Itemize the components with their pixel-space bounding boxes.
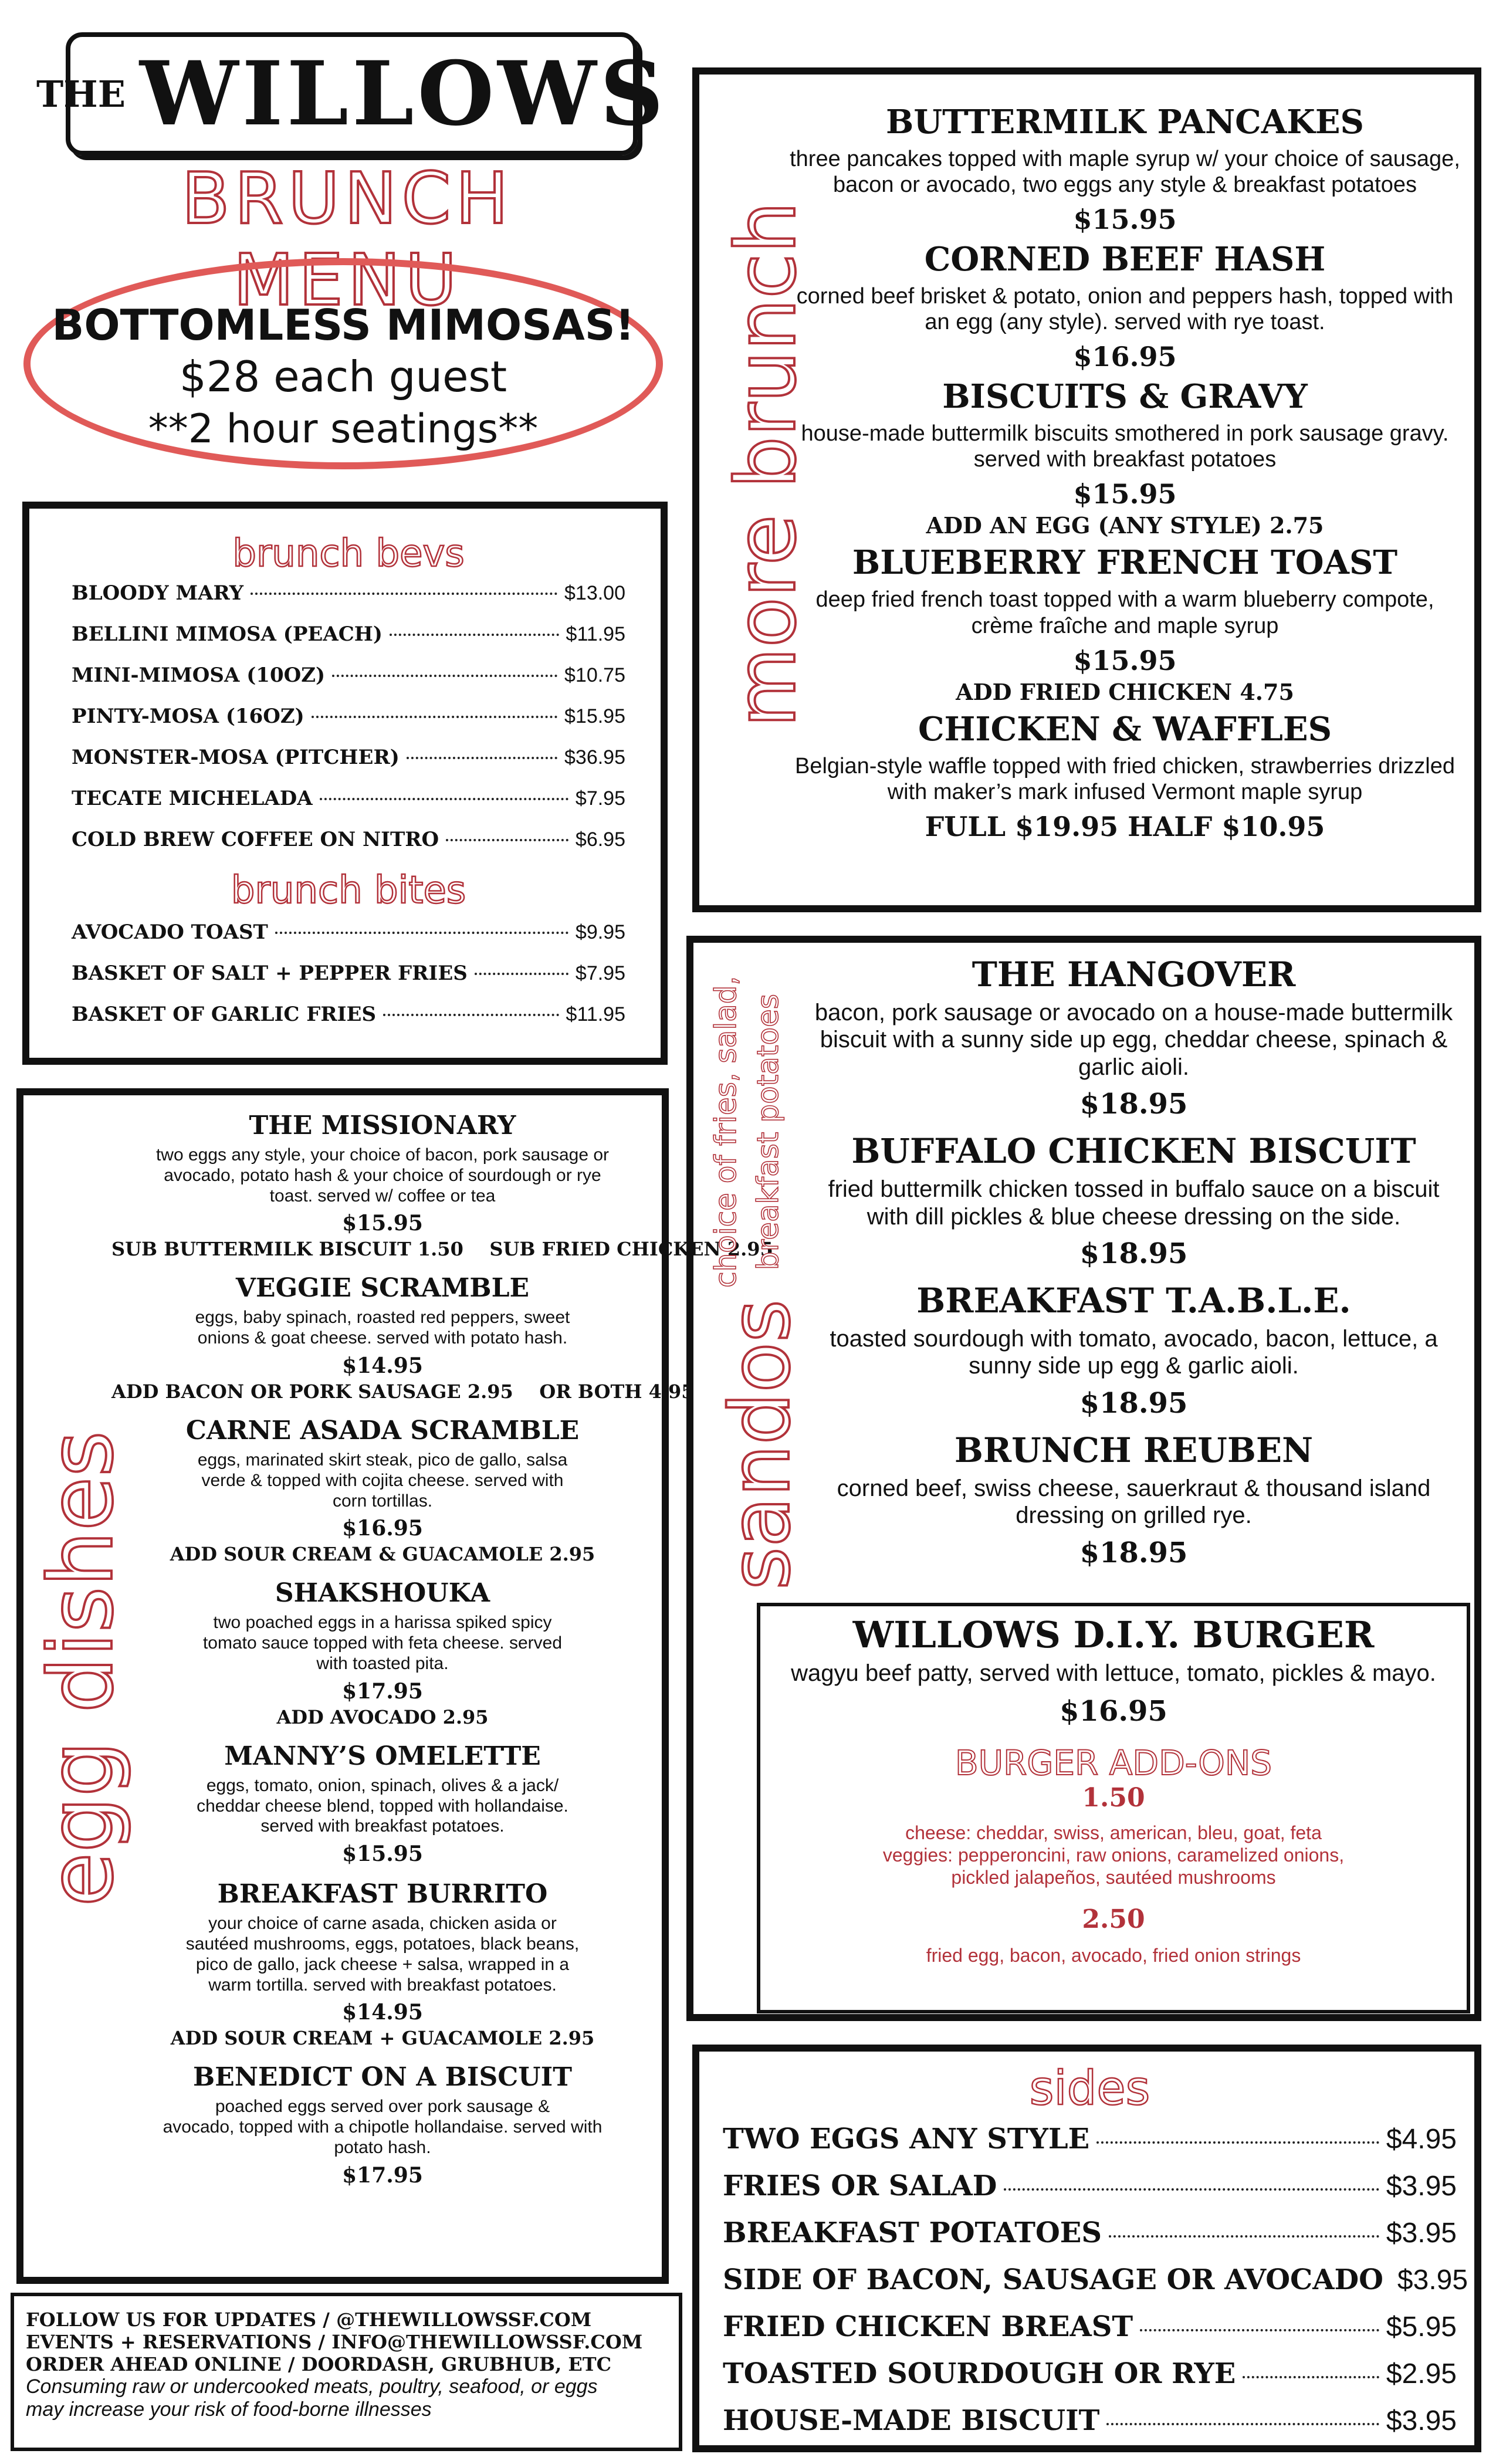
item-description [805, 1475, 1463, 1529]
item-price: $11.95 [566, 1003, 625, 1025]
leader-dots [475, 973, 568, 975]
item-addon: ADD SOUR CREAM & GUACAMOLE 2.95 [170, 1543, 595, 1566]
item-price: $5.95 [1386, 2311, 1457, 2343]
item-price: $17.95 [342, 1678, 423, 1704]
bite-row [72, 1003, 625, 1026]
item-price: $7.95 [575, 962, 625, 984]
item-name: BLOODY MARY [72, 581, 243, 605]
description-line: avocado, topped with a chipotle hollandaise. served with [163, 2117, 603, 2137]
item-addon: ADD FRIED CHICKEN 4.75 [956, 678, 1294, 705]
item-price: $16.95 [1073, 341, 1177, 373]
mimosa-oval [23, 258, 663, 469]
menu-item [787, 240, 1463, 373]
menu-item [805, 1430, 1463, 1569]
description-line: with dill pickles & blue cheese dressing on the side. [867, 1203, 1401, 1230]
leader-dots [1140, 2329, 1379, 2331]
addon-line: veggies: pepperoncini, raw onions, caramelized onions, [882, 1844, 1345, 1866]
description-line: eggs, marinated skirt steak, pico de gallo, salsa [197, 1450, 568, 1470]
menu-item [111, 1416, 654, 1565]
burger-desc: wagyu beef patty, served with lettuce, tomato, pickles & mayo. [791, 1660, 1436, 1686]
leader-dots [383, 1014, 559, 1016]
description-line: served with breakfast potatoes. [260, 1816, 505, 1836]
item-title: BREAKFAST BURRITO [217, 1879, 548, 1910]
item-description [111, 1613, 654, 1674]
item-price: $6.95 [575, 828, 625, 851]
item-name: MINI-MIMOSA (10OZ) [72, 664, 326, 687]
menu-item [787, 543, 1463, 705]
footer-info [11, 2293, 682, 2451]
item-price: $2.95 [1386, 2358, 1457, 2389]
addon-tier2-list [766, 1945, 1461, 1967]
item-description [111, 1450, 654, 1511]
item-description [111, 2097, 654, 2158]
sandos-sublabel-2: breakfast potatoes [751, 994, 785, 1270]
sides-title: sides [1029, 2061, 1150, 2116]
item-description [805, 999, 1463, 1081]
leader-dots [1243, 2376, 1379, 2378]
description-line: Belgian-style waffle topped with fried chicken, strawberries drizzled [794, 753, 1456, 779]
bev-row [72, 622, 625, 646]
bev-row [72, 787, 625, 810]
item-price: $15.95 [564, 705, 625, 727]
sandos-list [805, 955, 1463, 1569]
restaurant-logo [36, 32, 667, 155]
sides-panel [692, 2045, 1481, 2452]
item-price: $15.95 [342, 1211, 423, 1236]
item-addon: SUB BUTTERMILK BISCUIT 1.50 SUB FRIED CHICKEN 2.95 [111, 1238, 773, 1261]
description-line: warm tortilla. served with breakfast potatoes. [208, 1975, 557, 1995]
item-description [111, 1145, 654, 1206]
more-brunch-label: more brunch [719, 201, 814, 727]
description-line: onions & goat cheese. served with potato hash. [197, 1328, 568, 1348]
burger-price: $16.95 [1060, 1695, 1167, 1728]
menu-item [111, 2062, 654, 2187]
item-title: BISCUITS & GRAVY [942, 377, 1308, 417]
menu-item [111, 1111, 773, 1261]
item-price: $15.95 [1073, 478, 1177, 510]
footer-warning-2: may increase your risk of food-borne illnesses [26, 2398, 432, 2421]
side-row [723, 2123, 1457, 2155]
description-line: fried buttermilk chicken tossed in buffalo sauce on a biscuit [828, 1176, 1440, 1203]
item-description [787, 146, 1463, 198]
item-name: AVOCADO TOAST [72, 920, 268, 944]
item-name: HOUSE-MADE BISCUIT [723, 2404, 1100, 2437]
leader-dots [251, 593, 557, 595]
item-price: $3.95 [1386, 2171, 1457, 2202]
item-price: $15.95 [342, 1842, 423, 1867]
description-line: deep fried french toast topped with a warm blueberry compote, [815, 587, 1434, 612]
item-title: THE HANGOVER [972, 955, 1296, 994]
item-name: BREAKFAST POTATOES [723, 2216, 1102, 2249]
description-line: two eggs any style, your choice of bacon, pork sausage or [155, 1145, 610, 1165]
addon-tier1-list [766, 1822, 1461, 1888]
menu-item [787, 377, 1463, 539]
menu-item [111, 1879, 654, 2049]
sides-list [723, 2123, 1468, 2437]
menu-item [805, 1281, 1463, 1420]
description-line: crème fraîche and maple syrup [971, 613, 1279, 638]
item-title: BRUNCH REUBEN [954, 1430, 1314, 1470]
description-line: eggs, baby spinach, roasted red peppers, sweet [195, 1308, 570, 1328]
menu-item [111, 1741, 654, 1866]
logo-name: WILLOWS [139, 42, 667, 145]
item-name: COLD BREW COFFEE ON NITRO [72, 828, 439, 851]
description-line: bacon, pork sausage or avocado on a house-made buttermilk [814, 1000, 1453, 1025]
item-title: CHICKEN & WAFFLES [918, 709, 1332, 749]
bevs-bites-panel [22, 502, 668, 1065]
item-name: FRIED CHICKEN BREAST [723, 2310, 1133, 2343]
bev-row [72, 705, 625, 728]
description-line: toast. served w/ coffee or tea [269, 1186, 496, 1206]
addon-line: cheese: cheddar, swiss, american, bleu, goat, feta [905, 1822, 1322, 1844]
description-line: served with breakfast potatoes [973, 447, 1277, 472]
bevs-title: brunch bevs [232, 532, 465, 576]
item-description [805, 1325, 1463, 1380]
leader-dots [320, 798, 568, 800]
footer-order-online: ORDER AHEAD ONLINE / DOORDASH, GRUBHUB, ETC [26, 2353, 612, 2375]
item-price: $11.95 [566, 623, 625, 645]
item-title: CARNE ASADA SCRAMBLE [185, 1415, 580, 1446]
menu-item [805, 955, 1463, 1121]
item-title: THE MISSIONARY [249, 1111, 516, 1140]
side-row [723, 2263, 1468, 2296]
item-name: TWO EGGS ANY STYLE [723, 2123, 1090, 2155]
item-price: $10.75 [564, 664, 625, 686]
menu-item [111, 1273, 695, 1403]
description-line: tomato sauce topped with feta cheese. served [202, 1633, 563, 1653]
item-addon: ADD SOUR CREAM + GUACAMOLE 2.95 [170, 2027, 595, 2050]
description-line: bacon or avocado, two eggs any style & breakfast potatoes [833, 172, 1417, 198]
footer-warning-1: Consuming raw or undercooked meats, poultry, seafood, or eggs [26, 2375, 598, 2398]
item-name: TOASTED SOURDOUGH OR RYE [723, 2357, 1236, 2390]
item-price: FULL $19.95 HALF $10.95 [925, 810, 1325, 842]
item-title: BENEDICT ON A BISCUIT [193, 2062, 572, 2093]
item-addon: ADD AN EGG (ANY STYLE) 2.75 [926, 512, 1324, 539]
description-line: two poached eggs in a harissa spiked spicy [213, 1613, 552, 1633]
burger-title: WILLOWS D.I.Y. BURGER [852, 1613, 1375, 1656]
item-price: $18.95 [1079, 1237, 1188, 1270]
addon-tier2-price: 2.50 [1082, 1904, 1145, 1934]
description-line: dressing on grilled rye. [1016, 1502, 1252, 1529]
burger-addons-title: BURGER ADD-ONS [955, 1743, 1272, 1783]
description-line: garlic aioli. [1078, 1054, 1189, 1080]
description-line: sautéed mushrooms, eggs, potatoes, black beans, [185, 1934, 580, 1954]
mimosa-headline: BOTTOMLESS MIMOSAS! [52, 300, 635, 350]
leader-dots [1004, 2188, 1379, 2191]
description-line: with maker’s mark infused Vermont maple syrup [887, 779, 1363, 804]
item-addon: ADD BACON OR PORK SAUSAGE 2.95 OR BOTH 4.95 [111, 1380, 695, 1403]
description-line: toasted sourdough with tomato, avocado, bacon, lettuce, a [830, 1325, 1438, 1352]
leader-dots [1096, 2141, 1379, 2144]
addon-line: fried egg, bacon, avocado, fried onion strings [926, 1944, 1301, 1966]
item-description [787, 587, 1463, 638]
leader-dots [1106, 2423, 1379, 2425]
item-price: $36.95 [564, 746, 625, 769]
item-price: $3.95 [1397, 2265, 1468, 2296]
menu-item [111, 1578, 654, 1728]
side-row [723, 2404, 1457, 2437]
side-row [723, 2216, 1457, 2249]
bites-title: brunch bites [231, 869, 466, 912]
item-description [111, 1776, 654, 1837]
item-name: PINTY-MOSA (16OZ) [72, 705, 304, 728]
description-line: biscuit with a sunny side up egg, cheddar cheese, spinach & [820, 1027, 1448, 1053]
item-price: $18.95 [1079, 1386, 1188, 1420]
item-name: BASKET OF GARLIC FRIES [72, 1003, 377, 1026]
item-name: BASKET OF SALT + PEPPER FRIES [72, 962, 468, 985]
bite-row [72, 920, 625, 944]
description-line: sunny side up egg & garlic aioli. [969, 1353, 1299, 1379]
menu-item [805, 1131, 1463, 1270]
side-row [723, 2310, 1457, 2343]
description-line: eggs, tomato, onion, spinach, olives & a jack/ [206, 1775, 559, 1795]
sandos-label: sandos [713, 1299, 808, 1590]
mimosa-price: $28 each guest [179, 352, 507, 401]
description-line: corned beef, swiss cheese, sauerkraut & thousand island [837, 1475, 1431, 1501]
description-line: corned beef brisket & potato, onion and peppers hash, topped with [796, 284, 1454, 309]
item-price: $9.95 [575, 921, 625, 943]
menu-title: BRUNCH MENU [181, 158, 513, 321]
sandos-sublabel-1: choice of fries, salad, [709, 976, 743, 1288]
description-line: verde & topped with cojita cheese. served with [201, 1470, 564, 1490]
leader-dots [407, 757, 557, 759]
item-description [111, 1914, 654, 1995]
leader-dots [1109, 2235, 1379, 2238]
description-line: poached eggs served over pork sausage & [215, 2097, 550, 2117]
addon-line: pickled jalapeños, sautéed mushrooms [951, 1866, 1276, 1888]
item-name: TECATE MICHELADA [72, 787, 313, 810]
item-addon: ADD AVOCADO 2.95 [276, 1705, 489, 1728]
bev-row [72, 664, 625, 687]
item-price: $13.00 [564, 582, 625, 604]
item-title: BUTTERMILK PANCAKES [886, 103, 1364, 141]
bev-row [72, 828, 625, 851]
bevs-list [72, 581, 625, 851]
description-line: potato hash. [334, 2137, 431, 2157]
item-price: $14.95 [342, 2000, 423, 2025]
item-description [805, 1176, 1463, 1230]
item-price: $14.95 [342, 1353, 423, 1378]
leader-dots [312, 716, 557, 718]
item-price: $4.95 [1386, 2124, 1457, 2155]
leader-dots [275, 932, 568, 934]
item-name: BELLINI MIMOSA (PEACH) [72, 622, 383, 646]
item-title: BREAKFAST T.A.B.L.E. [916, 1280, 1351, 1321]
leader-dots [446, 839, 568, 841]
bev-row [72, 746, 625, 769]
item-price: $3.95 [1386, 2405, 1457, 2436]
item-description [111, 1308, 654, 1349]
description-line: pico de gallo, jack cheese + salsa, wrapped in a [195, 1954, 570, 1974]
side-row [723, 2169, 1457, 2202]
menu-item [787, 103, 1463, 235]
description-line: with toasted pita. [316, 1653, 449, 1673]
description-line: an egg (any style). served with rye toast. [925, 310, 1325, 335]
item-price: $15.95 [1073, 204, 1177, 236]
item-title: VEGGIE SCRAMBLE [235, 1273, 530, 1304]
item-title: MANNY’S OMELETTE [224, 1741, 541, 1771]
logo-the: THE [36, 72, 126, 116]
item-price: $15.95 [1073, 644, 1177, 676]
side-row [723, 2357, 1457, 2390]
item-description [787, 283, 1463, 335]
egg-dishes-label: egg dishes [31, 1431, 133, 1907]
item-price: $16.95 [342, 1516, 423, 1541]
description-line: avocado, potato hash & your choice of sourdough or rye [164, 1165, 601, 1185]
item-price: $3.95 [1386, 2218, 1457, 2249]
bites-list [72, 920, 625, 1026]
item-description [787, 753, 1463, 805]
description-line: cheddar cheese blend, topped with hollandaise. [197, 1796, 568, 1816]
item-price: $18.95 [1079, 1088, 1188, 1121]
item-name: SIDE OF BACON, SAUSAGE OR AVOCADO [723, 2263, 1383, 2296]
bev-row [72, 581, 625, 605]
leader-dots [390, 634, 559, 636]
item-title: SHAKSHOUKA [275, 1578, 490, 1609]
burger-box [757, 1603, 1470, 2013]
item-title: BLUEBERRY FRENCH TOAST [852, 543, 1398, 583]
mimosa-note: **2 hour seatings** [148, 406, 539, 452]
footer-reservations: EVENTS + RESERVATIONS / INFO@THEWILLOWSSF.COM [26, 2330, 643, 2353]
item-price: $17.95 [342, 2162, 423, 2188]
footer-social: FOLLOW US FOR UPDATES / @THEWILLOWSSF.COM [26, 2309, 592, 2331]
menu-item [787, 710, 1463, 842]
more-brunch-list [787, 103, 1463, 842]
item-name: FRIES OR SALAD [723, 2169, 997, 2202]
item-title: CORNED BEEF HASH [924, 240, 1326, 279]
addon-tier1-price: 1.50 [1082, 1783, 1145, 1813]
description-line: corn tortillas. [332, 1491, 433, 1511]
item-price: $7.95 [575, 787, 625, 810]
leader-dots [332, 675, 557, 677]
item-description [787, 421, 1463, 472]
item-price: $18.95 [1079, 1536, 1188, 1569]
description-line: your choice of carne asada, chicken asida or [208, 1914, 557, 1934]
item-title: BUFFALO CHICKEN BISCUIT [851, 1131, 1416, 1172]
description-line: house-made buttermilk biscuits smothered in pork sausage gravy. [801, 421, 1449, 446]
description-line: three pancakes topped with maple syrup w/ your choice of sausage, [790, 147, 1460, 171]
bite-row [72, 962, 625, 985]
item-name: MONSTER-MOSA (PITCHER) [72, 746, 400, 769]
